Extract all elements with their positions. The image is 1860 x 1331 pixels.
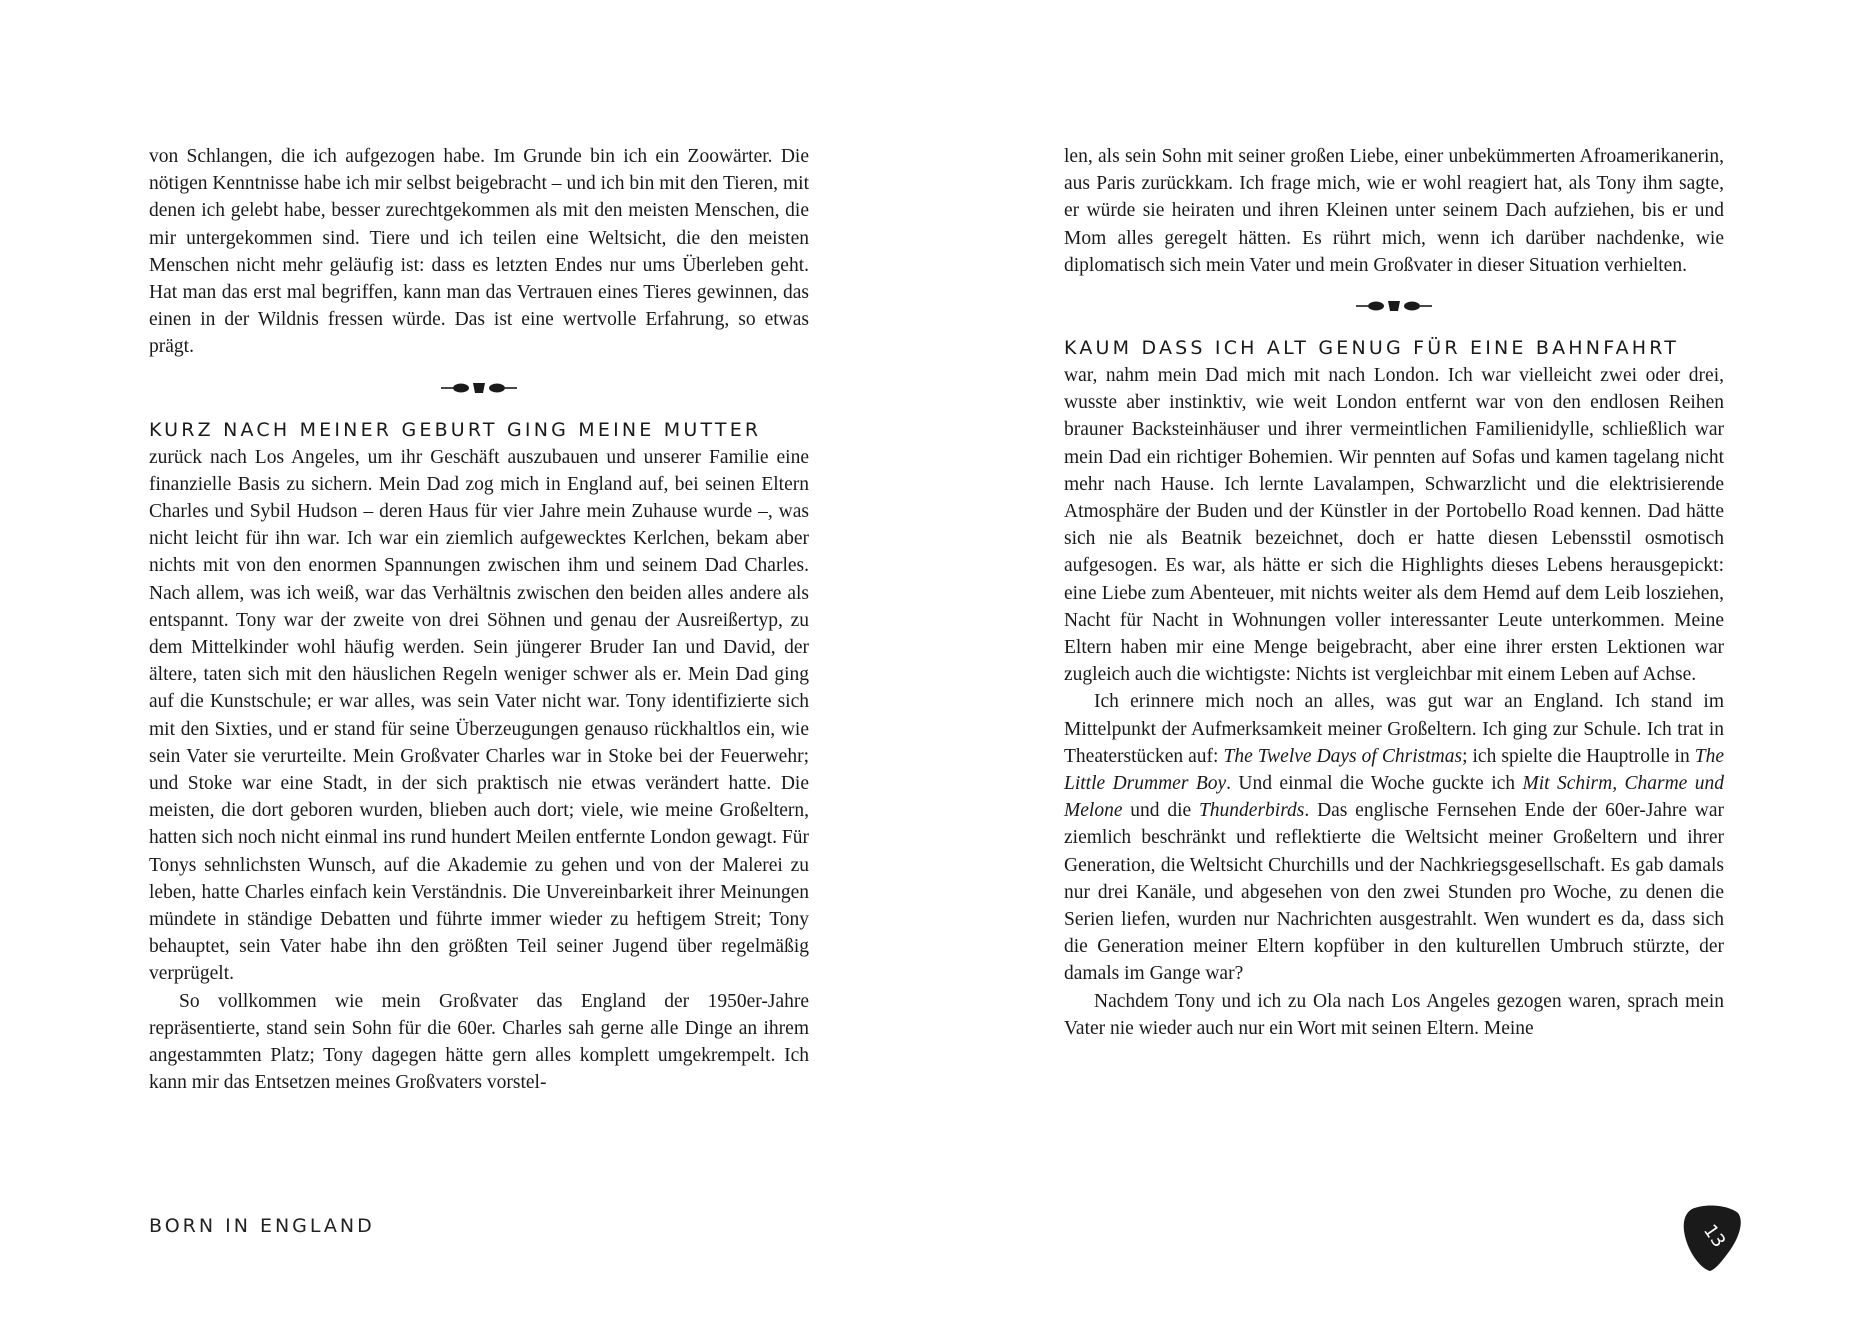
left-text-column — [149, 143, 809, 1097]
page-number: 13 — [1699, 1220, 1730, 1252]
guitar-pick-icon — [1682, 1203, 1744, 1273]
paragraph: war, nahm mein Dad mich mit nach London. Ich war vielleicht zwei oder drei, wusste aber instinktiv, wie weit London entfernt war von den endlosen Reihen brauner Backsteinhäuser und ihrer vermeintlichen Familienidylle, schließlich war mein Dad ein richtiger Bohemien. Wir pennten auf Sofas und kamen tagelang nicht mehr nach Hause. Ich lernte Lavalampen, Schwarzlicht und die elektrisierende Atmosphäre der Buden und der Künstler in der Portobello Road kennen. Dad hätte sich nie als Beatnik bezeichnet, doch er hatte diesen Lebensstil osmotisch aufgesogen. Es war, als hätte er sich die Highlights dieses Lebens herausgepickt: eine Liebe zum Abenteuer, mit nichts weiter als dem Hemd auf dem Leib losziehen, Nacht für Nacht in Wohnungen voller interessanter Leute unterkommen. Meine Eltern haben mir eine Menge beigebracht, aber eine ihrer ersten Lektionen war zugleich auch die wichtigste: Nichts ist vergleichbar mit einem Leben auf Achse. — [1064, 365, 1724, 686]
paragraph — [1064, 688, 1724, 987]
text-run: ; ich spielte die Hauptrolle in — [1462, 745, 1695, 767]
ornament-icon — [1354, 297, 1434, 315]
paragraph: zurück nach Los Angeles, um ihr Geschäft auszubauen und unserer Familie eine finanzielle Basis zu sichern. Mein Dad zog mich in England auf, bei seinen Eltern Charles und Sybil Hudson – deren Haus für vier Jahre mein Zuhause wurde –, was nicht leicht für ihn war. Ich war ein ziemlich aufgewecktes Kerlchen, bekam aber nichts mit von den enormen Spannungen zwischen ihm und seinem Dad Charles. Nach allem, was ich weiß, war das Verhältnis zwischen den beiden alles andere als entspannt. Tony war der zweite von drei Söhnen und genau der Ausreißertyp, zu dem Mittelkinder wohl häufig werden. Sein jüngerer Bruder Ian und David, der ältere, taten sich mit den häuslichen Regeln weniger schwer als er. Mein Dad ging auf die Kunstschule; er war alles, was sein Vater nicht war. Tony identifizierte sich mit den Sixties, und er stand für seine Überzeugungen genauso rückhaltlos ein, wie sein Vater sie verurteilte. Mein Großvater Charles war in Stoke bei der Feuerwehr; und Stoke war eine Stadt, in der sich praktisch nie etwas verändert hatte. Die meisten, die dort geboren wurden, blieben auch dort; viele, wie meine Großeltern, hatten sich noch nicht einmal ins rund hundert Meilen entfernte London gewagt. Für Tonys sehnlichsten Wunsch, auf die Akademie zu gehen und von der Malerei zu leben, hatte Charles einfach kein Verständnis. Die Unvereinbarkeit ihrer Meinungen mündete in ständige Debatten und führte immer wieder zu heftigem Streit; Tony behauptet, sein Vater habe ihn den größten Teil seiner Jugend über regelmäßig verprügelt. — [149, 446, 809, 985]
title-italic: The Twelve Days of Christmas — [1223, 745, 1463, 767]
text-run: und die — [1122, 800, 1199, 822]
right-page — [930, 0, 1860, 1331]
ornament-icon — [439, 379, 519, 397]
paragraph: len, als sein Sohn mit seiner großen Liebe, einer unbekümmerten Afroamerikanerin, aus Paris zurückkam. Ich frage mich, wie er wohl reagiert hat, als Tony ihm sagte, er würde sie heiraten und ihren Kleinen unter seinem Dach aufziehen, bis er und Mom alles geregelt hätten. Es rührt mich, wenn ich darüber nachdenke, wie diplomatisch sich mein Vater und mein Großvater in dieser Situation verhielten. — [1064, 146, 1724, 276]
running-footer: BORN IN ENGLAND — [149, 1215, 375, 1237]
page-number-badge — [1682, 1203, 1744, 1273]
title-italic: Mit Schirm, Charme und Melone — [1064, 773, 1724, 822]
section-ornament — [1064, 279, 1724, 333]
text-run: Ich erinnere mich noch an alles, was gut war an England. Ich stand im Mittelpunkt der Aufmerksamkeit meiner Großeltern. Ich ging zur Schule. Ich trat in Theaterstücken auf: — [1064, 691, 1724, 767]
paragraph: von Schlangen, die ich aufgezogen habe. Im Grunde bin ich ein Zoowärter. Die nötigen Kenntnisse habe ich mir selbst beigebracht – und ich bin mit den Tieren, mit denen ich gelebt habe, besser zurechtgekommen als mit den meisten Menschen, die mir untergekommen sind. Tiere und ich teilen eine Weltsicht, die den meisten Menschen nicht mehr geläufig ist: dass es letzten Endes nur ums Überleben geht. Hat man das erst mal begriffen, kann man das Vertrauen eines Tieres gewinnen, das einen in der Wildnis fressen würde. Das ist eine wertvolle Erfahrung, so etwas prägt. — [149, 146, 809, 358]
right-text-column — [1064, 143, 1724, 1042]
paragraph: Nachdem Tony und ich zu Ola nach Los Angeles gezogen waren, sprach mein Vater nie wieder auch nur ein Wort mit seinen Eltern. Meine — [1064, 990, 1724, 1039]
paragraph: So vollkommen wie mein Großvater das England der 1950er-Jahre repräsentierte, stand sein Sohn für die 60er. Charles sah gerne alle Dinge an ihrem angestammten Platz; Tony dagegen hätte gern alles komplett umgekrempelt. Ich kann mir das Entsetzen meines Großvaters vorstel- — [149, 990, 809, 1094]
section-ornament — [149, 361, 809, 415]
section-heading: KAUM DASS ICH ALT GENUG FÜR EINE BAHNFAHRT — [1064, 337, 1680, 360]
text-run: . Und einmal die Woche guckte ich — [1226, 773, 1523, 795]
text-run: . Das englische Fernsehen Ende der 60er-Jahre war ziemlich beschränkt und reflektierte die Weltsicht meiner Großeltern und ihrer Generation, die Weltsicht Churchills und der Nachkriegsgesellschaft. Es gab damals nur drei Kanäle, und abgesehen von den zwei Stunden pro Woche, zu denen die Serien liefen, wurden nur Nachrichten ausgestrahlt. Wen wundert es da, dass sich die Generation meiner Eltern kopfüber in den kulturellen Umbruch stürzte, der damals im Gange war? — [1064, 800, 1725, 985]
title-italic: Thunderbirds — [1198, 800, 1305, 822]
title-italic: The Little Drummer Boy — [1064, 745, 1724, 795]
section-heading: KURZ NACH MEINER GEBURT GING MEINE MUTTER — [149, 418, 762, 441]
